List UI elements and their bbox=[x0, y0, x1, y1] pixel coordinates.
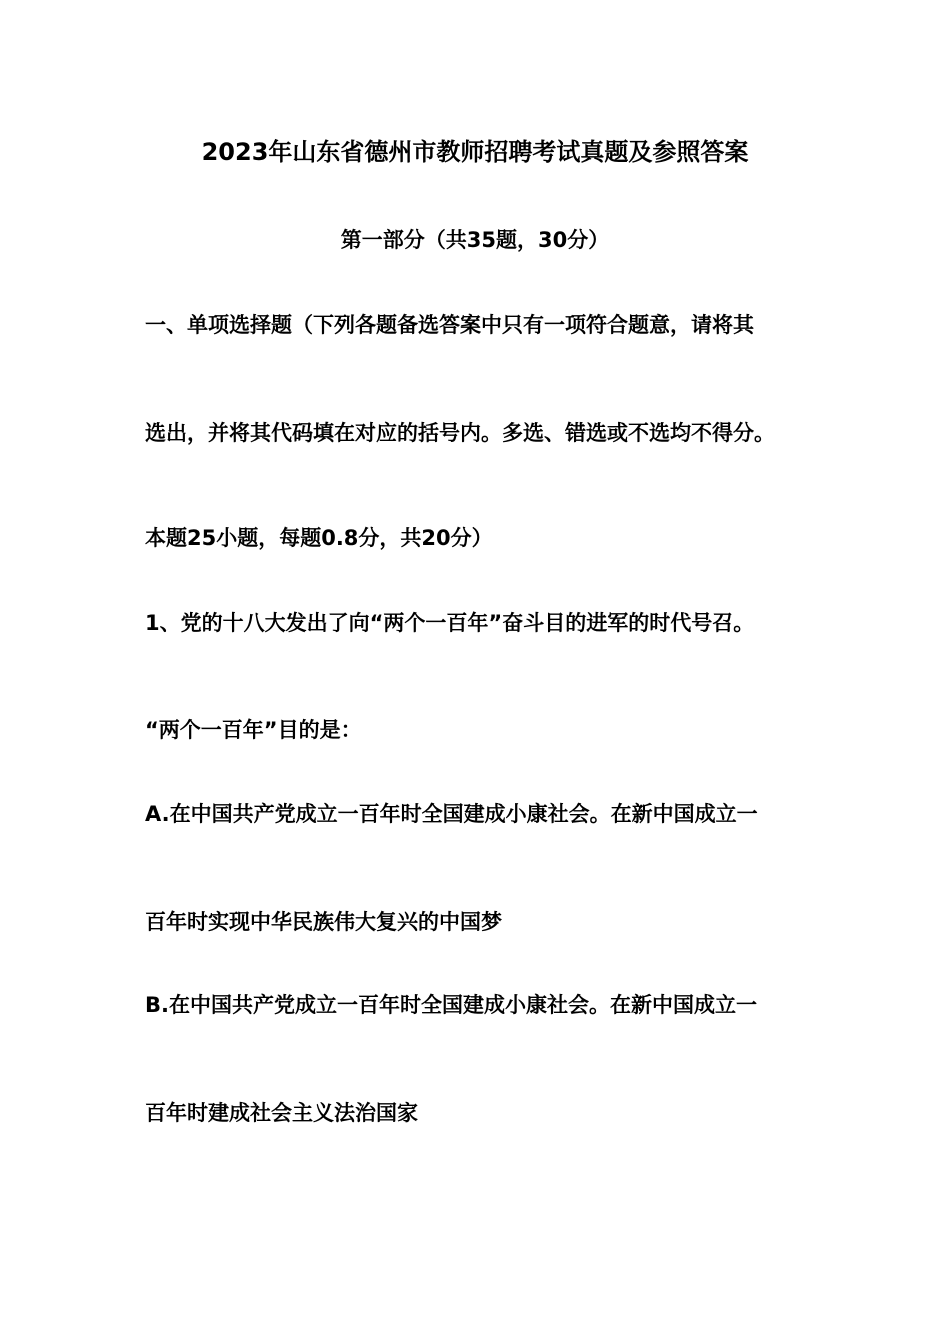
part-heading: 第一部分（共35题，30分） bbox=[340, 228, 610, 252]
question-1-option-a-line-2: 百年时实现中华民族伟大复兴的中国梦 bbox=[145, 910, 502, 934]
question-1-stem-line-2: “两个一百年”目的是： bbox=[145, 718, 362, 742]
question-1-option-b-line-1: B.在中国共产党成立一百年时全国建成小康社会。在新中国成立一 bbox=[145, 993, 757, 1017]
question-1-option-a-line-1: A.在中国共产党成立一百年时全国建成小康社会。在新中国成立一 bbox=[145, 802, 758, 826]
section-heading-line-2: 选出，并将其代码填在对应的括号内。多选、错选或不选均不得分。 bbox=[145, 421, 775, 445]
question-1-option-b-line-2: 百年时建成社会主义法治国家 bbox=[145, 1101, 418, 1125]
question-1-stem-line-1: 1、党的十八大发出了向“两个一百年”奋斗目的进军的时代号召。 bbox=[145, 611, 755, 635]
section-heading-line-3: 本题25小题，每题0.8分，共20分） bbox=[145, 526, 493, 550]
document-title: 2023年山东省德州市教师招聘考试真题及参照答案 bbox=[201, 138, 749, 166]
section-heading-line-1: 一、单项选择题（下列各题备选答案中只有一项符合题意，请将其 bbox=[145, 313, 754, 337]
